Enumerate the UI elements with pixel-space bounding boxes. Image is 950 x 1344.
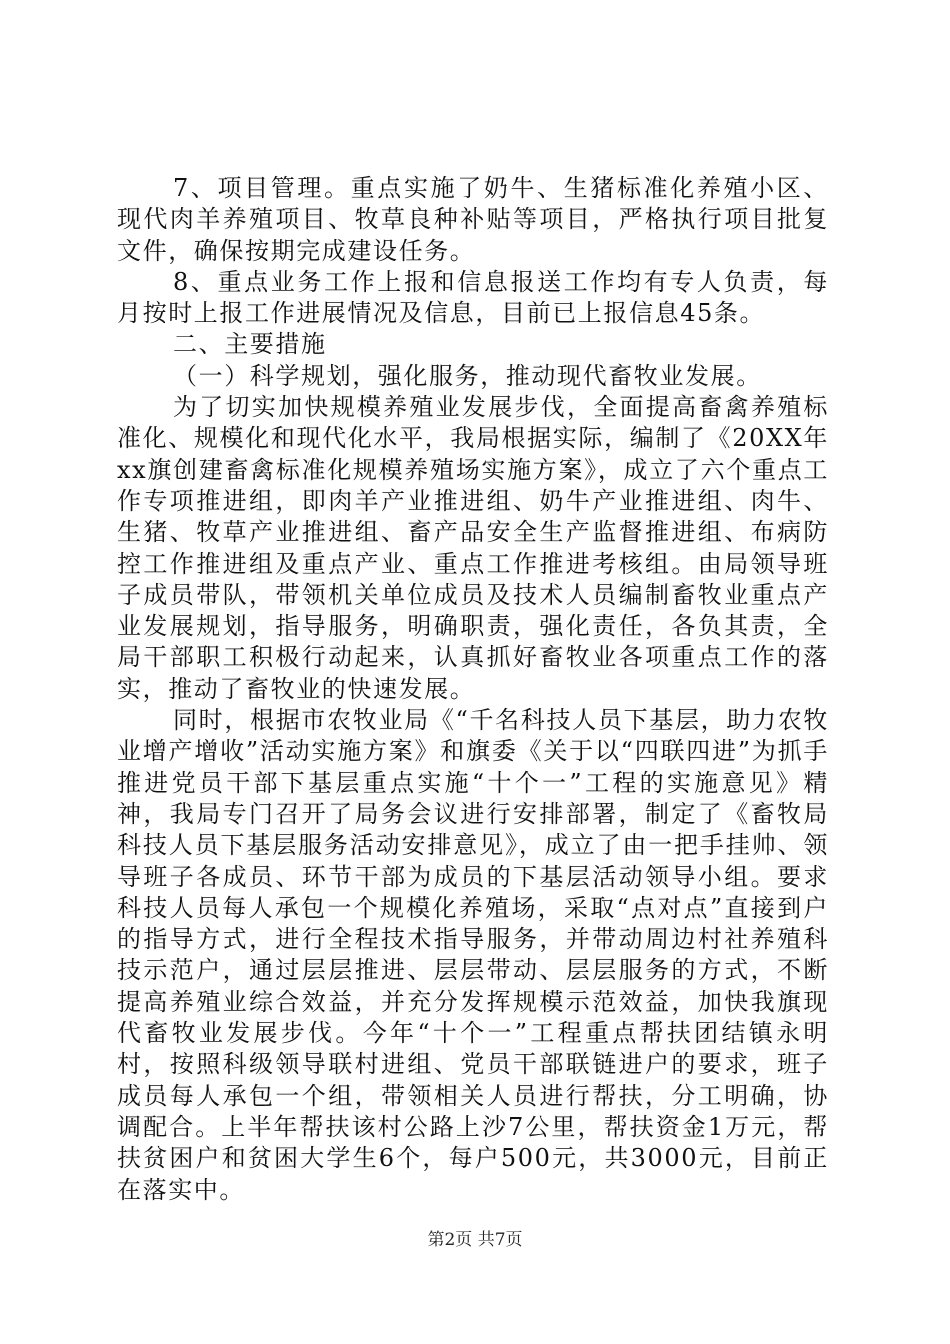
- paragraph-project-management: 7、项目管理。重点实施了奶牛、生猪标准化养殖小区、现代肉羊养殖项目、牧草良种补贴等项目，严格执行项目批复文件，确保按期完成建设任务。: [117, 174, 829, 265]
- page-footer: 第2页 共7页: [427, 1230, 523, 1250]
- paragraph-grassroots-service: 同时，根据市农牧业局《“千名科技人员下基层，助力农牧业增产增收”活动实施方案》和旗委《关于以“四联四进”为抓手推进党员干部下基层重点实施“十个一”工程的实施意见》精神，我局专门召开了局务会议进行安排部署，制定了《畜牧局科技人员下基层服务活动安排意见》，成立了由一把手挂帅、领导班子各成员、环节干部为成员的下基层活动领导小组。要求科技人员每人承包一个规模化养殖场，采取“点对点”直接到户的指导方式，进行全程技术指导服务，并带动周边村社养殖科技示范户，通过层层推进、层层带动、层层服务的方式，不断提高养殖业综合效益，并充分发挥规模示范效益，加快我旗现代畜牧业发展步伐。今年“十个一”工程重点帮扶团结镇永明村，按照科级领导联村进组、党员干部联链进户的要求，班子成员每人承包一个组，带领相关人员进行帮扶，分工明确，协调配合。上半年帮扶该村公路上沙7公里，帮扶资金1万元，帮扶贫困户和贫困大学生6个，每户500元，共3000元，目前正在落实中。: [117, 706, 829, 1204]
- paragraph-standardization: 为了切实加快规模养殖业发展步伐，全面提高畜禽养殖标准化、规模化和现代化水平，我局根据实际，编制了《20XX年xx旗创建畜禽标准化规模养殖场实施方案》，成立了六个重点工作专项推进组，即肉羊产业推进组、奶牛产业推进组、肉牛、生猪、牧草产业推进组、畜产品安全生产监督推进组、布病防控工作推进组及重点产业、重点工作推进考核组。由局领导班子成员带队，带领机关单位成员及技术人员编制畜牧业重点产业发展规划，指导服务，明确职责，强化责任，各负其责，全局干部职工积极行动起来，认真抓好畜牧业各项重点工作的落实，推动了畜牧业的快速发展。: [117, 393, 829, 703]
- document-body: [117, 173, 829, 1206]
- subsection-heading-planning: （一）科学规划，强化服务，推动现代畜牧业发展。: [173, 361, 762, 390]
- section-heading-main-measures: 二、主要措施: [173, 330, 327, 359]
- paragraph-reporting: 8、重点业务工作上报和信息报送工作均有专人负责，每月按时上报工作进展情况及信息，目前已上报信息45条。: [117, 267, 829, 328]
